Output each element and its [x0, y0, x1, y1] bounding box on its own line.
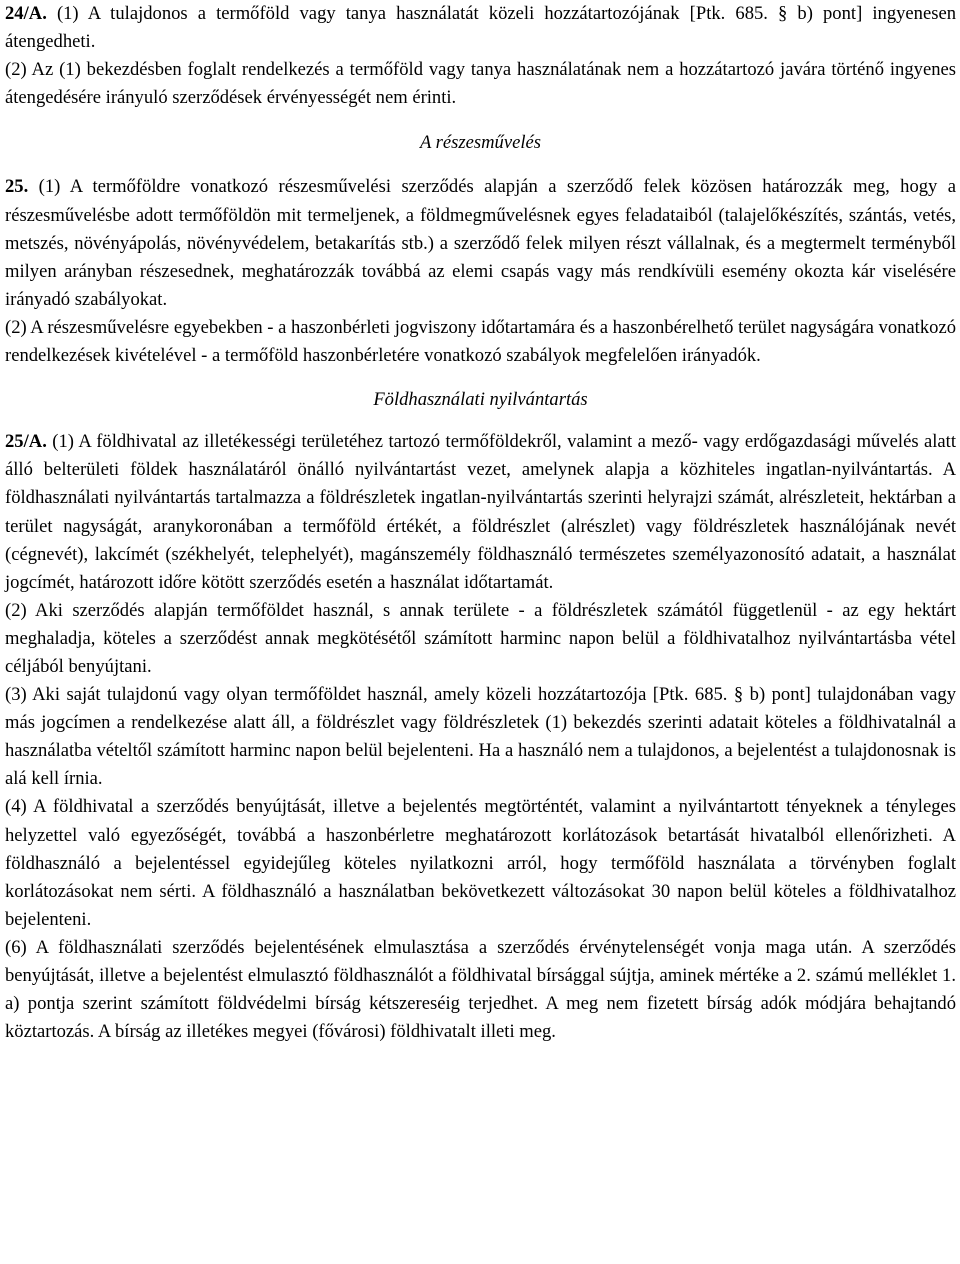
- section-number: 25.: [5, 176, 29, 198]
- paragraph-text: (1) A termőföldre vonatkozó részesművelési szerződés alapján a szerződő felek közösen határozzák meg, hogy a részesművelésbe adott termőföldön mit termeljenek, a földmegművelésnek egyes feladataiból (talajelőkészítés, szántás, vetés, metszés, növényápolás, növényvédelem, betakarítás stb.) a szerződő felek milyen részt vállalnak, és a megtermelt terményből milyen arányban részesednek, meghatározzák továbbá az elemi csapás vagy más rendkívüli esemény okozta kár viselésére irányadó szabályokat.: [5, 176, 956, 310]
- section-25a-paragraph-4: (4) A földhivatal a szerződés benyújtását, illetve a bejelentés megtörténtét, valamint a nyilvántartott tényeknek a tényleges helyzettel való egyezőségét, továbbá a haszonbérletre meghatározott korlátozások betartását hivatalból ellenőrizheti. A földhasználó a bejelentéssel egyidejűleg köteles nyilatkozni arról, hogy termőföld használata a törvényben foglalt korlátozásokat nem sérti. A földhasználó a használatban bekövetkezett változásokat 30 napon belül köteles a földhivatalhoz bejelenteni.: [5, 796, 956, 930]
- section-heading-foldhasznalati-nyilvantartas: Földhasználati nyilvántartás: [373, 389, 588, 411]
- section-number: 24/A.: [5, 3, 47, 24]
- paragraph-text: (1) A földhivatal az illetékességi területéhez tartozó termőföldekről, valamint a mező- vagy erdőgazdasági művelés alatt álló belterületi földek használatáról önálló nyilvántartást vezet, amelynek alapja a közhiteles ingatlan-nyilvántartás. A földhasználati nyilvántartás tartalmazza a földrészletek ingatlan-nyilvántartás szerinti helyrajzi számát, alrészleteit, hektárban a terület nagyságát, aranykoronában a termőföld értékét, a földrészlet (alrészlet) vagy földrészletek használójának nevét (cégnevét), lakcímét (székhelyét, telephelyét), magánszemély földhasználó természetes személyazonosító adatait, a használat jogcímét, határozott időre kötött szerződés esetén a használat időtartamát.: [5, 431, 956, 593]
- section-24a-paragraph-1: [5, 0, 956, 56]
- section-heading-reszesmuveles: A részesművelés: [419, 132, 541, 154]
- section-25-paragraph-1: [5, 173, 956, 313]
- section-24a-paragraph-2: (2) Az (1) bekezdésben foglalt rendelkezés a termőföld vagy tanya használatának nem a hozzátartozó javára történő ingyenes átengedésére irányuló szerződések érvényességét nem érinti.: [5, 59, 956, 109]
- section-number: 25/A.: [5, 431, 47, 453]
- section-25a-paragraph-6: (6) A földhasználati szerződés bejelentésének elmulasztása a szerződés érvénytelenségét vonja maga után. A szerződés benyújtását, illetve a bejelentést elmulasztó földhasználót a földhivatal bírsággal sújtja, aminek mértéke a 2. számú melléklet 1. a) pontja szerint számított földvédelmi bírság kétszereséig terjedhet. A meg nem fizetett bírság adók módjára behajtandó köztartozás. A bírság az illetékes megyei (fővárosi) földhivatalt illeti meg.: [5, 936, 956, 1043]
- section-25a-paragraph-2: (2) Aki szerződés alapján termőföldet használ, s annak területe - a földrészletek számától függetlenül - az egy hektárt meghaladja, köteles a szerződést annak megkötésétől számított harminc napon belül a földhivatalhoz nyilvántartásba vétel céljából benyújtani.: [5, 599, 956, 677]
- section-25-paragraph-2: (2) A részesművelésre egyebekben - a haszonbérleti jogviszony időtartamára és a haszonbérelhető terület nagyságára vonatkozó rendelkezések kivételével - a termőföld haszonbérletére vonatkozó szabályok megfelelően irányadók.: [5, 316, 956, 367]
- section-25a-paragraph-1: [5, 428, 956, 597]
- section-25a-paragraph-3: (3) Aki saját tulajdonú vagy olyan termőföldet használ, amely közeli hozzátartozója [Ptk. 685. § b) pont] tulajdonában vagy más jogcímen a rendelkezése alatt áll, a földrészlet vagy földrészletek (1) bekezdés szerinti adatait köteles a földhivatalnál a használatba vételtől számított harminc napon belül bejelenteni. Ha a használó nem a tulajdonos, a bejelentést a tulajdonosnak is alá kell írnia.: [5, 684, 956, 790]
- paragraph-text: (1) A tulajdonos a termőföld vagy tanya használatát közeli hozzátartozójának [Ptk. 685. § b) pont] ingyenesen átengedheti.: [5, 3, 956, 53]
